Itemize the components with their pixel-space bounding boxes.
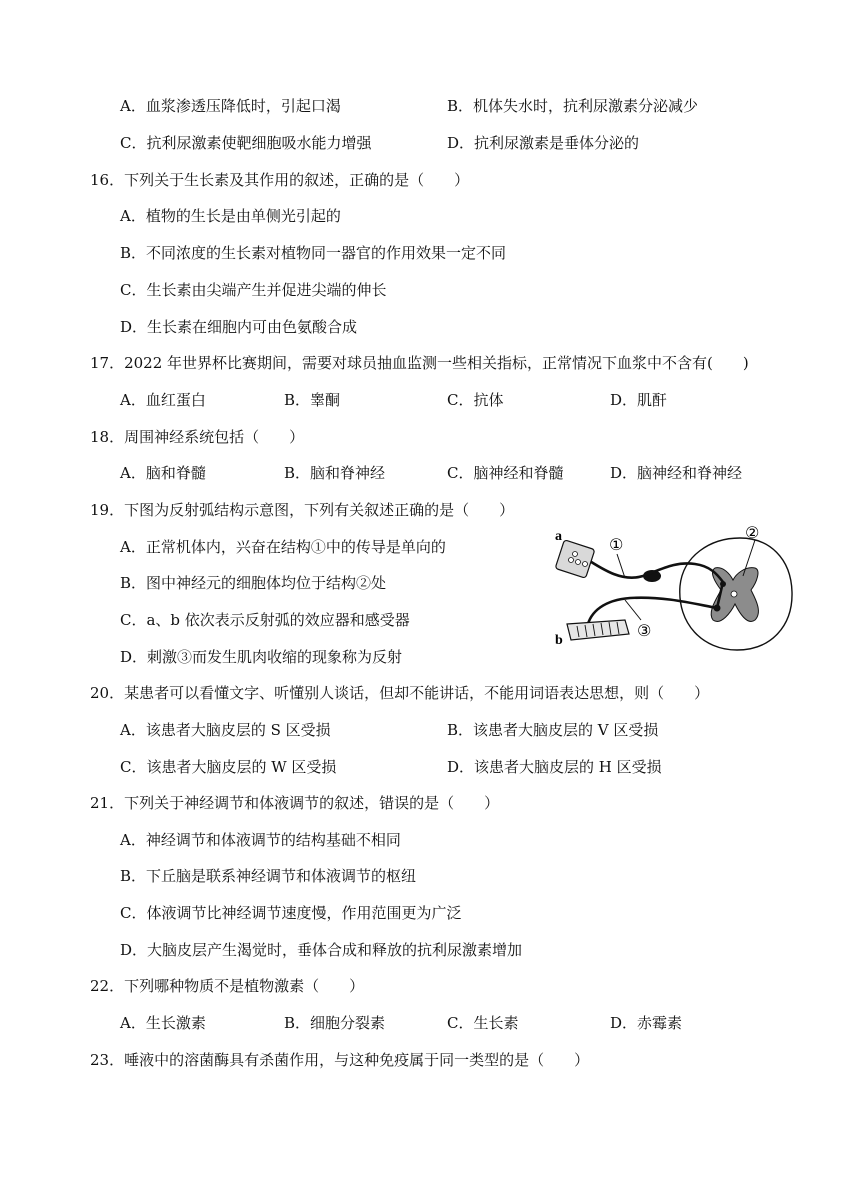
q21-option-b: B．下丘脑是联系神经调节和体液调节的枢纽 (120, 867, 417, 885)
q18-option-a: A．脑和脊髓 (120, 464, 206, 482)
structure-a-receptor (555, 540, 595, 578)
q17-stem: 17．2022 年世界杯比赛期间，需要对球员抽血监测一些相关指标，正常情况下血浆中不含有( ) (90, 354, 749, 372)
q20-option-d: D．该患者大脑皮层的 H 区受损 (447, 758, 662, 776)
q15-option-d: D．抗利尿激素是垂体分泌的 (447, 134, 640, 152)
q19-stem: 19．下图为反射弧结构示意图，下列有关叙述正确的是（ ） (90, 501, 515, 519)
q18-option-b: B．脑和脊神经 (284, 464, 386, 482)
label-structure-3: ③ (637, 621, 652, 640)
q17-option-d: D．肌酐 (610, 391, 668, 409)
q22-option-a: A．生长激素 (120, 1014, 206, 1032)
q16-option-a: A．植物的生长是由单侧光引起的 (120, 207, 341, 225)
q15-option-c: C．抗利尿激素使靶细胞吸水能力增强 (120, 134, 372, 152)
q21-option-a: A．神经调节和体液调节的结构基础不相同 (120, 831, 401, 849)
q20-option-a: A．该患者大脑皮层的 S 区受损 (120, 721, 331, 739)
q16-stem: 16．下列关于生长素及其作用的叙述，正确的是（ ） (90, 171, 470, 189)
q19-option-c: C．a、b 依次表示反射弧的效应器和感受器 (120, 611, 410, 629)
q17-option-c: C．抗体 (447, 391, 504, 409)
structure-b-effector (567, 620, 629, 640)
q22-stem: 22．下列哪种物质不是植物激素（ ） (90, 977, 365, 995)
q15-option-a: A．血浆渗透压降低时，引起口渴 (120, 97, 341, 115)
q18-option-c: C．脑神经和脊髓 (447, 464, 564, 482)
q19-option-a: A．正常机体内，兴奋在结构①中的传导是单向的 (120, 538, 446, 556)
q19-option-d: D．刺激③而发生肌肉收缩的现象称为反射 (120, 648, 403, 666)
q22-option-c: C．生长素 (447, 1014, 519, 1032)
label-a: a (555, 529, 562, 544)
q20-option-c: C．该患者大脑皮层的 W 区受损 (120, 758, 337, 776)
q15-option-b: B．机体失水时，抗利尿激素分泌减少 (447, 97, 699, 115)
q22-option-b: B．细胞分裂素 (284, 1014, 386, 1032)
q20-stem: 20．某患者可以看懂文字、听懂别人谈话，但却不能讲话，不能用词语表达思想，则（ ） (90, 684, 710, 702)
q18-stem: 18．周围神经系统包括（ ） (90, 428, 305, 446)
q21-option-d: D．大脑皮层产生渴觉时，垂体合成和释放的抗利尿激素增加 (120, 941, 523, 959)
q20-option-b: B．该患者大脑皮层的 V 区受损 (447, 721, 659, 739)
q16-option-c: C．生长素由尖端产生并促进尖端的伸长 (120, 281, 387, 299)
label-b: b (555, 633, 563, 648)
q22-option-d: D．赤霉素 (610, 1014, 683, 1032)
q17-option-a: A．血红蛋白 (120, 391, 206, 409)
label-structure-2: ② (745, 523, 760, 542)
q21-option-c: C．体液调节比神经调节速度慢，作用范围更为广泛 (120, 904, 462, 922)
q17-option-b: B．睾酮 (284, 391, 341, 409)
q16-option-d: D．生长素在细胞内可由色氨酸合成 (120, 318, 358, 336)
label-structure-1: ① (609, 535, 624, 554)
q19-option-b: B．图中神经元的细胞体均位于结构②处 (120, 574, 387, 592)
q16-option-b: B．不同浓度的生长素对植物同一器官的作用效果一定不同 (120, 244, 507, 262)
reflex-arc-diagram (545, 516, 795, 674)
q21-stem: 21．下列关于神经调节和体液调节的叙述，错误的是（ ） (90, 794, 500, 812)
q18-option-d: D．脑神经和脊神经 (610, 464, 743, 482)
q23-stem: 23．唾液中的溶菌酶具有杀菌作用，与这种免疫属于同一类型的是（ ） (90, 1051, 590, 1069)
